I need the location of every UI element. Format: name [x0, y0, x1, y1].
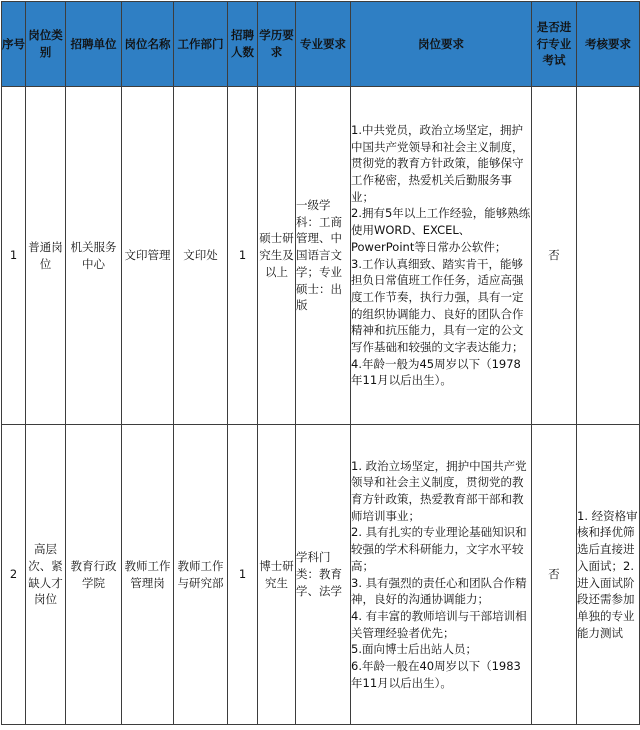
requirement-item: 1.中共党员，政治立场坚定，拥护中国共产党领导和社会主义制度，贯彻党的教育方针政策，能够保守工作秘密，热爱机关后勤服务事业；: [351, 123, 524, 204]
cell-unit: 机关服务中心: [66, 87, 122, 425]
requirement-item: 2.拥有5年以上工作经验，能够熟练使用WORD、EXCEL、PowerPoint等日常办公软件；: [351, 206, 531, 254]
header-row: [2, 2, 640, 87]
cell-major: 一级学科：工商管理、中国语言文学；专业硕士：出版: [296, 87, 351, 425]
header-unit: 招聘单位: [66, 2, 122, 87]
cell-index: 2: [2, 425, 26, 725]
requirement-item: 5.面向博士后出站人员；: [351, 642, 477, 657]
requirement-item: 1. 政治立场坚定，拥护中国共产党领导和社会主义制度，贯彻党的教育方针政策，热爱教育部干部和教师培训事业；: [351, 458, 527, 523]
header-assessment: 考核要求: [577, 2, 640, 87]
cell-education: 硕士研究生及以上: [258, 87, 296, 425]
cell-index: 1: [2, 87, 26, 425]
header-major: 专业要求: [296, 2, 351, 87]
header-index: 序号: [2, 2, 26, 87]
header-education: 学历要求: [258, 2, 296, 87]
cell-education: 博士研究生: [258, 425, 296, 725]
header-position: 岗位名称: [122, 2, 174, 87]
cell-unit: 教育行政学院: [66, 425, 122, 725]
requirement-item: 2. 具有扎实的专业理论基础知识和较强的学术科研能力，文字水平较高；: [351, 525, 527, 573]
cell-exam: 否: [532, 425, 577, 725]
table-row: [2, 87, 640, 425]
cell-category: 普通岗位: [26, 87, 66, 425]
cell-requirements: [351, 87, 532, 425]
cell-assessment: 1. 经资格审核和择优筛选后直接进入面试；2. 进入面试阶段还需参加单独的专业能力测试: [577, 425, 640, 725]
cell-exam: 否: [532, 87, 577, 425]
header-category: 岗位类别: [26, 2, 66, 87]
table-row: [2, 425, 640, 725]
header-department: 工作部门: [174, 2, 228, 87]
cell-count: 1: [228, 87, 258, 425]
requirement-item: 3.工作认真细致、踏实肯干，能够担负日常值班工作任务，适应高强度工作节奏，执行力强，具有一定的组织协调能力、良好的团队合作精神和抗压能力，具有一定的公文写作基础和较强的文字表达能力；: [351, 256, 524, 354]
header-requirements: 岗位要求: [351, 2, 532, 87]
requirement-item: 3. 具有强烈的责任心和团队合作精神，良好的沟通协调能力；: [351, 575, 527, 607]
requirement-item: 4. 有丰富的教师培训与干部培训相关管理经验者优先；: [351, 608, 527, 640]
cell-category: 高层次、紧缺人才岗位: [26, 425, 66, 725]
header-exam: 是否进行专业考试: [532, 2, 577, 87]
requirement-item: 6.年龄一般在40周岁以下（1983年11月以后出生）。: [351, 658, 521, 690]
cell-department: 教师工作与研究部: [174, 425, 228, 725]
cell-count: 1: [228, 425, 258, 725]
requirement-item: 4.年龄一般为45周岁以下（1978年11月以后出生）。: [351, 356, 521, 388]
cell-department: 文印处: [174, 87, 228, 425]
header-count: 招聘人数: [228, 2, 258, 87]
cell-major: 学科门类：教育学、法学: [296, 425, 351, 725]
cell-position: 文印管理: [122, 87, 174, 425]
cell-requirements: [351, 425, 532, 725]
cell-position: 教师工作管理岗: [122, 425, 174, 725]
cell-assessment: [577, 87, 640, 425]
recruitment-table: [1, 1, 640, 725]
